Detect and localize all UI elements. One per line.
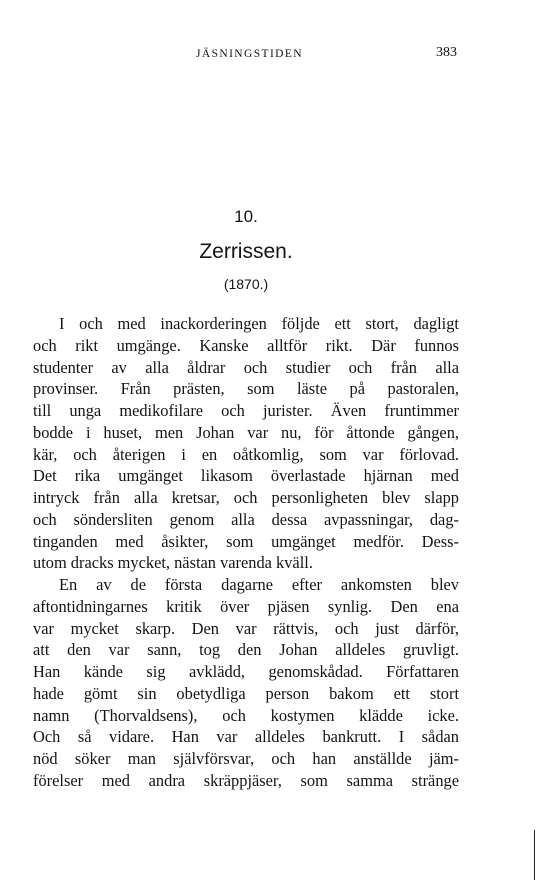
scan-edge-line: [534, 830, 535, 880]
text-line: intryck från alla kretsar, och personligheten blev slapp: [33, 488, 459, 507]
text-line: kär, och återigen i en oåtkomlig, som var förlovad.: [33, 444, 459, 464]
text-line: bodde i huset, men Johan var nu, för åttonde gången,: [33, 422, 459, 442]
chapter-number: 10.: [234, 207, 258, 226]
chapter-year: (1870.): [223, 276, 269, 292]
text-line: utom dracks mycket, nästan varenda kväll.: [33, 553, 313, 573]
text-line: att den var sann, tog den Johan alldeles gruvligt.: [33, 640, 459, 660]
text-line: och rikt umgänge. Kanske alltför rikt. Där funnos: [33, 335, 459, 355]
text-line: tinganden med åsikter, som umgänget medför. Dess-: [33, 531, 459, 551]
text-line: namn (Thorvaldsens), och kostymen klädde icke.: [33, 705, 459, 725]
body-text: [33, 313, 459, 792]
text-line: I och med inackorderingen följde ett stort, dagligt: [59, 314, 459, 333]
text-line: till unga medikofilare och jurister. Även fruntimmer: [33, 401, 459, 420]
text-line: förelser med andra skräppjäser, som samma stränge: [33, 770, 459, 790]
text-line: provinser. Från prästen, som läste på pastoralen,: [33, 379, 459, 399]
chapter-title: Zerrissen.: [199, 240, 293, 263]
text-line: Och så vidare. Han var alldeles bankrutt. I sådan: [33, 727, 459, 747]
text-line: aftontidningarnes kritik över pjäsen synlig. Den ena: [33, 596, 459, 616]
text-line: och söndersliten genom alla dessa avpassningar, dag-: [33, 509, 459, 529]
running-title: JÄSNINGSTIDEN: [196, 48, 304, 60]
text-line: En av de första dagarne efter ankomsten blev: [59, 575, 459, 594]
page-number: 383: [436, 45, 457, 60]
text-line: studenter av alla åldrar och studier och från alla: [33, 357, 459, 377]
text-line: hade gömt sin obetydliga person bakom ett stort: [33, 683, 459, 703]
text-line: nöd söker man självförsvar, och han anställde jäm-: [33, 749, 459, 768]
text-line: var mycket skarp. Den var rättvis, och just därför,: [33, 618, 459, 638]
text-line: Det rika umgänget likasom överlastade hjärnan med: [33, 466, 459, 486]
text-line: Han kände sig avklädd, genomskådad. Författaren: [33, 662, 459, 681]
